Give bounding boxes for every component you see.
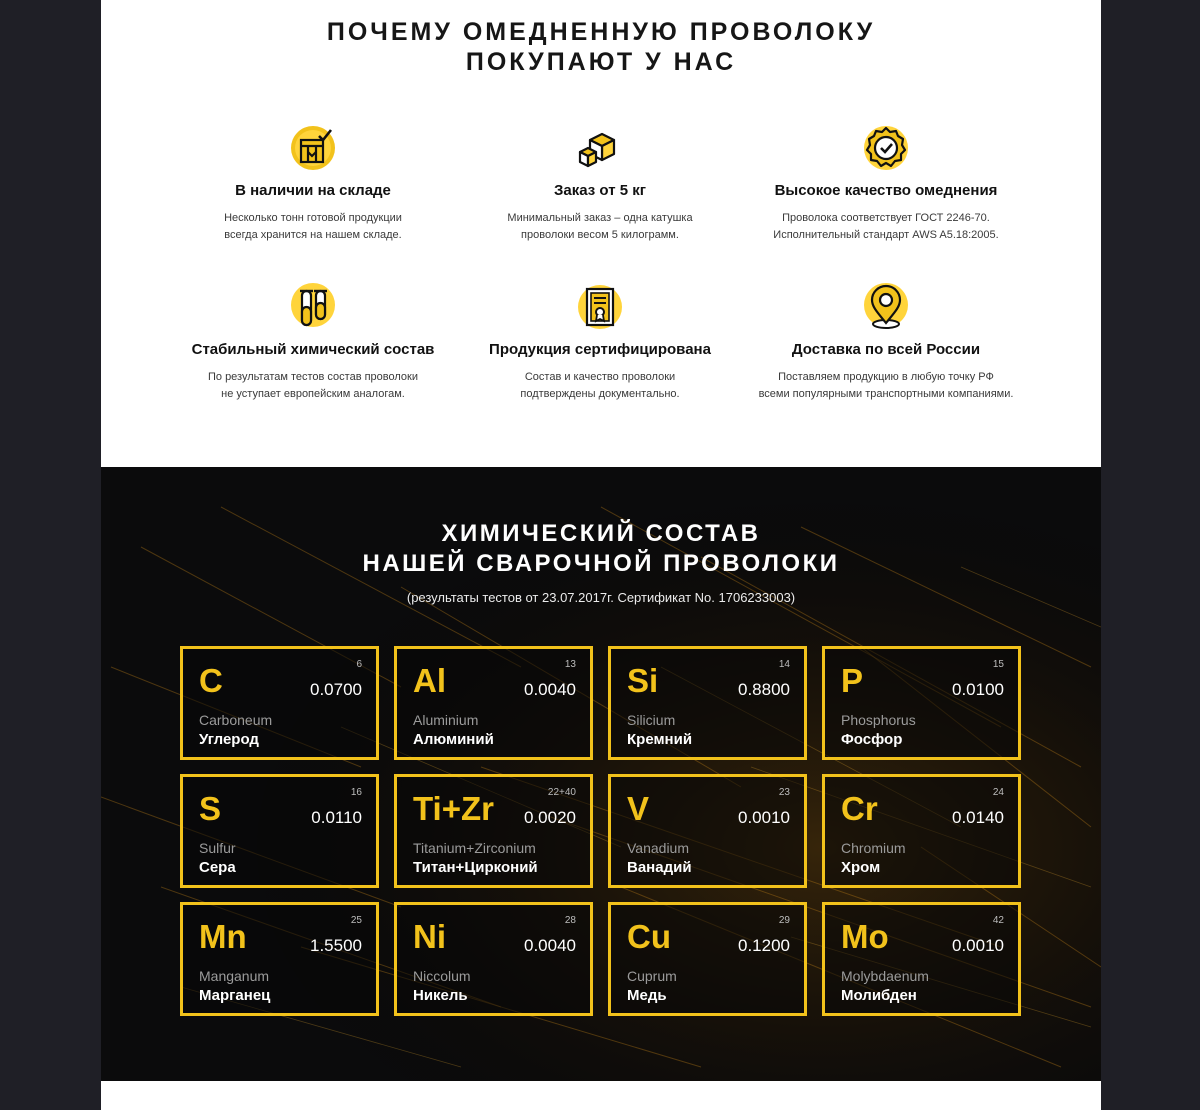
chemical-title-line2: НАШЕЙ СВАРОЧНОЙ ПРОВОЛОКИ bbox=[362, 550, 840, 577]
element-value: 0.0010 bbox=[952, 936, 1004, 955]
element-cell-mn bbox=[180, 902, 379, 1016]
element-symbol: C bbox=[199, 662, 223, 699]
element-russian-name: Углерод bbox=[199, 731, 259, 748]
element-number: 14 bbox=[778, 659, 790, 670]
element-latin-name: Silicium bbox=[627, 712, 676, 728]
element-symbol: S bbox=[199, 790, 222, 827]
element-russian-name: Хром bbox=[841, 859, 881, 876]
element-russian-name: Сера bbox=[199, 859, 236, 876]
element-number: 13 bbox=[564, 659, 576, 670]
element-latin-name: Molybdaenum bbox=[841, 968, 929, 984]
page bbox=[101, 0, 1101, 1110]
element-value: 0.0010 bbox=[738, 808, 790, 827]
element-number: 24 bbox=[992, 787, 1004, 798]
element-symbol: Ti+Zr bbox=[413, 790, 495, 827]
next-section-edge bbox=[101, 1081, 1101, 1110]
element-cell-ti-zr bbox=[394, 774, 593, 888]
element-cell-mo bbox=[822, 902, 1021, 1016]
element-value: 0.0110 bbox=[311, 808, 362, 827]
element-value: 1.5500 bbox=[310, 936, 362, 955]
element-symbol: Mo bbox=[841, 918, 889, 955]
feature-description: Минимальный заказ – одна катушка проволоки весом 5 килограмм. bbox=[507, 212, 693, 241]
feature-description: Проволока соответствует ГОСТ 2246-70. Исполнительный стандарт AWS A5.18:2005. bbox=[773, 212, 999, 241]
element-value: 0.0140 bbox=[952, 808, 1004, 827]
element-value: 0.0100 bbox=[952, 680, 1004, 699]
element-number: 28 bbox=[564, 915, 576, 926]
element-russian-name: Молибден bbox=[841, 987, 917, 1004]
element-latin-name: Phosphorus bbox=[841, 712, 916, 728]
feature-description: Поставляем продукцию в любую точку РФ всеми популярными транспортными компаниями. bbox=[758, 371, 1014, 400]
element-latin-name: Vanadium bbox=[627, 840, 690, 856]
why-us-title-line2: ПОКУПАЮТ У НАС bbox=[465, 48, 737, 76]
chemical-subtitle: (результаты тестов от 23.07.2017г. Сертификат No. 1706233003) bbox=[406, 590, 796, 605]
element-cell-al bbox=[394, 646, 593, 760]
element-number: 42 bbox=[992, 915, 1004, 926]
element-russian-name: Марганец bbox=[199, 987, 271, 1004]
element-cell-v bbox=[608, 774, 807, 888]
element-latin-name: Niccolum bbox=[413, 968, 471, 984]
element-latin-name: Manganum bbox=[199, 968, 270, 984]
element-value: 0.0700 bbox=[310, 680, 362, 699]
element-number: 15 bbox=[992, 659, 1004, 670]
element-russian-name: Алюминий bbox=[413, 731, 494, 748]
location-pin-icon bbox=[862, 283, 910, 331]
element-latin-name: Carboneum bbox=[199, 712, 273, 728]
element-symbol: Mn bbox=[199, 918, 247, 955]
element-symbol: P bbox=[841, 662, 864, 699]
element-value: 0.0040 bbox=[524, 936, 576, 955]
element-russian-name: Титан+Цирконий bbox=[413, 859, 538, 876]
element-cell-cu bbox=[608, 902, 807, 1016]
element-russian-name: Кремний bbox=[627, 731, 693, 748]
element-number: 23 bbox=[778, 787, 790, 798]
element-symbol: Cu bbox=[627, 918, 671, 955]
element-number: 29 bbox=[778, 915, 790, 926]
element-cell-si bbox=[608, 646, 807, 760]
element-value: 0.1200 bbox=[738, 936, 790, 955]
element-russian-name: Никель bbox=[413, 987, 468, 1004]
element-latin-name: Aluminium bbox=[413, 712, 479, 728]
chemical-title-line1: ХИМИЧЕСКИЙ СОСТАВ bbox=[441, 520, 761, 547]
feature-title: В наличии на складе bbox=[235, 182, 391, 199]
feature-title: Доставка по всей России bbox=[791, 341, 981, 358]
element-symbol: Si bbox=[627, 662, 659, 699]
feature-description: Состав и качество проволоки подтверждены документально. bbox=[520, 371, 680, 400]
feature-description: По результатам тестов состав проволоки не уступает европейским аналогам. bbox=[207, 371, 419, 400]
element-latin-name: Chromium bbox=[841, 840, 906, 856]
element-value: 0.8800 bbox=[738, 680, 790, 699]
chemical-composition-section bbox=[101, 467, 1101, 1081]
element-value: 0.0020 bbox=[524, 808, 576, 827]
quality-badge-icon bbox=[862, 124, 910, 172]
element-cell-c bbox=[180, 646, 379, 760]
element-number: 16 bbox=[350, 787, 362, 798]
element-symbol: Cr bbox=[841, 790, 878, 827]
element-number: 25 bbox=[350, 915, 362, 926]
why-us-title-line1: ПОЧЕМУ ОМЕДНЕННУЮ ПРОВОЛОКУ bbox=[326, 18, 876, 46]
feature-title: Продукция сертифицирована bbox=[489, 341, 711, 358]
element-value: 0.0040 bbox=[524, 680, 576, 699]
element-symbol: Al bbox=[413, 662, 446, 699]
element-number: 22+40 bbox=[547, 787, 576, 798]
feature-title: Стабильный химический состав bbox=[191, 341, 435, 358]
element-number: 6 bbox=[356, 659, 362, 670]
element-latin-name: Titanium+Zirconium bbox=[413, 840, 536, 856]
feature-description: Несколько тонн готовой продукции всегда хранится на нашем складе. bbox=[224, 212, 402, 241]
element-cell-ni bbox=[394, 902, 593, 1016]
warehouse-box-icon bbox=[289, 124, 337, 172]
element-latin-name: Sulfur bbox=[199, 840, 236, 856]
element-symbol: V bbox=[627, 790, 650, 827]
element-russian-name: Фосфор bbox=[841, 731, 903, 748]
feature-title: Высокое качество омеднения bbox=[774, 182, 998, 199]
element-symbol: Ni bbox=[413, 918, 446, 955]
element-russian-name: Ванадий bbox=[627, 859, 692, 876]
chemical-title bbox=[101, 519, 1101, 579]
element-russian-name: Медь bbox=[627, 987, 667, 1004]
test-tubes-icon bbox=[289, 283, 337, 331]
element-cell-s bbox=[180, 774, 379, 888]
element-cell-p bbox=[822, 646, 1021, 760]
certificate-icon bbox=[576, 283, 624, 331]
why-us-section bbox=[101, 0, 1101, 467]
why-us-title bbox=[101, 17, 1101, 77]
element-latin-name: Cuprum bbox=[627, 968, 677, 984]
element-cell-cr bbox=[822, 774, 1021, 888]
feature-title: Заказ от 5 кг bbox=[554, 182, 646, 199]
boxes-icon bbox=[576, 124, 624, 172]
